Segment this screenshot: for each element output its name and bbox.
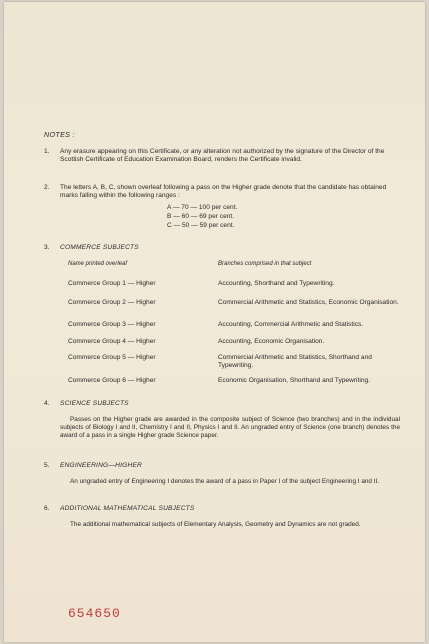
mathematics-paragraph: The additional mathematical subjects of Elementary Analysis, Geometry and Dynamics are not graded. <box>70 521 361 528</box>
note-4-number: 4. <box>44 400 50 407</box>
commerce-group-name: Commerce Group 3 — Higher <box>68 321 156 328</box>
column-head-branches: Branches comprised in that subject <box>218 261 312 267</box>
commerce-group-branches: Commercial Arithmetic and Statistics, Shorthand and Typewriting. <box>218 354 372 369</box>
commerce-group-name: Commerce Group 1 — Higher <box>68 280 156 287</box>
note-5-number: 5. <box>44 462 50 469</box>
commerce-group-branches: Accounting, Shorthand and Typewriting. <box>218 280 335 287</box>
notes-heading: NOTES : <box>44 130 75 139</box>
note-1-text: Any erasure appearing on this Certificate, or any alteration not authorized by the signature of the Director of the Scottish Certificate of Education Examination Board, renders the Certificate invalid. <box>60 148 385 164</box>
column-head-name: Name printed overleaf <box>68 261 128 267</box>
serial-number: 654650 <box>68 606 121 621</box>
grade-range-b: B — 60 — 69 per cent. <box>167 213 235 220</box>
commerce-group-name: Commerce Group 6 — Higher <box>68 377 156 384</box>
science-paragraph: Passes on the Higher grade are awarded in the composite subject of Science (two branches) and in the individual subjects of Biology I and II, Chemistry I and II, Physics I and II. An ungraded entry of Science (one branch) denotes the award of a pass in a single Higher grade Science paper. <box>60 416 400 440</box>
grade-range-c: C — 50 — 59 per cent. <box>167 222 235 229</box>
grade-ranges <box>167 203 237 230</box>
commerce-group-branches: Commercial Arithmetic and Statistics, Economic Organisation. <box>218 299 399 306</box>
note-3-heading: COMMERCE SUBJECTS <box>60 244 139 251</box>
note-6-heading: ADDITIONAL MATHEMATICAL SUBJECTS <box>60 505 195 512</box>
note-4-heading: SCIENCE SUBJECTS <box>60 400 129 407</box>
commerce-group-branches: Accounting, Economic Organisation. <box>218 338 325 345</box>
certificate-back-page <box>4 2 425 642</box>
commerce-group-name: Commerce Group 5 — Higher <box>68 354 156 361</box>
commerce-group-name: Commerce Group 4 — Higher <box>68 338 156 345</box>
commerce-group-name: Commerce Group 2 — Higher <box>68 299 156 306</box>
grade-range-a: A — 70 — 100 per cent. <box>167 204 238 211</box>
commerce-group-branches: Economic Organisation, Shorthand and Typewriting. <box>218 377 370 384</box>
note-6-number: 6. <box>44 505 50 512</box>
note-5-heading: ENGINEERING—HIGHER <box>60 462 143 469</box>
note-3-number: 3. <box>44 244 50 251</box>
note-2-text: The letters A, B, C, shown overleaf following a pass on the Higher grade denote that the candidate has obtained marks falling within the following ranges : <box>60 184 387 200</box>
commerce-group-branches: Accounting, Commercial Arithmetic and Statistics. <box>218 321 364 328</box>
note-1-number: 1. <box>44 148 50 155</box>
engineering-paragraph: An ungraded entry of Engineering I denotes the award of a pass in Paper I of the subject Engineering I and II. <box>70 478 380 485</box>
note-2-number: 2. <box>44 184 50 191</box>
